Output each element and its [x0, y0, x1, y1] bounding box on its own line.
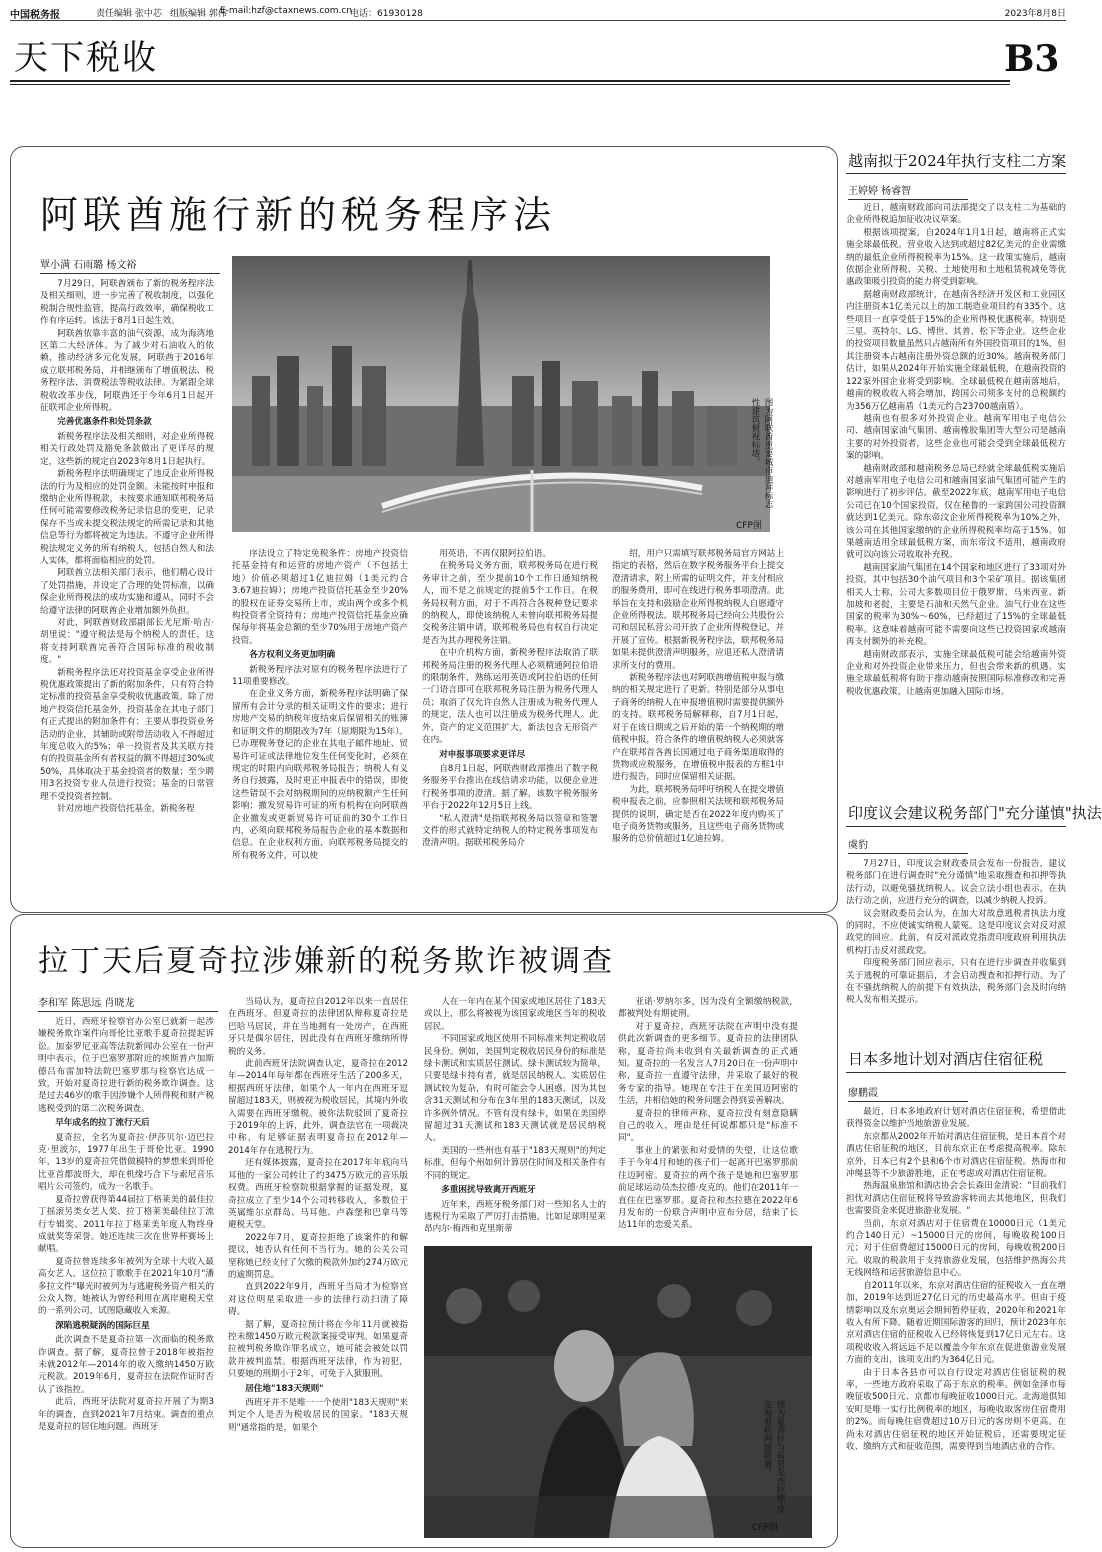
- side2-body: [846, 858, 1066, 1028]
- side3-title: 日本多地计划对酒店住宿征税: [848, 1050, 1044, 1068]
- paragraph: 近年来，西班牙税务部门对一些知名人士的逃税行为采取了严厉打击措施，比如足球明星莱昂内尔·梅西和克里斯蒂: [424, 1199, 606, 1235]
- section-rule-thin: [10, 84, 1010, 85]
- paragraph: 7月27日，印度议会财政委员会发布一份报告，建议税务部门在进行调查时"充分谨慎"地采取搜查和扣押等执法行动，以避免骚扰纳税人。议会立法小组也表示，在执法行动之前，应进行充分的调查，以减少纳税人投诉。: [846, 859, 1066, 907]
- article2-byline: 李和军 陈思远 肖晓龙: [38, 994, 218, 1012]
- subheading: 对申报事项要求更详尽: [439, 749, 526, 760]
- article1-byline: 覃小满 石雨璐 杨文裕: [40, 256, 220, 274]
- article1-col4: [612, 548, 784, 890]
- paragraph: "私人澄清"是指联邦税务局以签章和签署文件的形式就特定纳税人的特定税务事项发布澄清声明。据联邦税务局介: [422, 813, 598, 849]
- paragraph: 不同国家或地区使用不同标准来判定税收居民身份。例如，美国判定税收居民身份的标准是绿卡测试和实质居住测试。绿卡测试较为简单，只要是绿卡持有者，就是居民纳税人。实质居住测试较为复杂，有时可能会令人困惑，因为其包含31天测试和分布在3年里的183天测试，以及许多例外情况。不管有没有绿卡，如果在美国停留超过31天测试和183天测试就是居民纳税人。: [424, 1034, 606, 1144]
- phone: 电话：61930128: [350, 9, 423, 19]
- side1-title: 越南拟于2024年执行支柱二方案: [848, 152, 1067, 170]
- paragraph: 西班牙并不是唯一一个使用"183天规则"来判定个人是否为税收居民的国家。"183天规则"通常指的是，如果个: [228, 1398, 408, 1433]
- paragraph: 议会财政委员会认为，在加大对故意逃税者执法力度的同时，不应使诚实纳税人蒙冤。这是印度议会对反对派政党的回应。此前，有反对派政党指责印度政府利用执法机构打击反对派政党。: [846, 908, 1066, 956]
- article1-photo-caption: 图为阿联酋重要城市迪拜标志性建筑俯视标塔。: [750, 398, 773, 509]
- side2-byline: 虞豹: [848, 836, 968, 854]
- paragraph: 阿联酋立法相关部门表示，他们精心设计了处罚措施，并设定了合理的处罚标准，以确保企业所得税法的成功实施和遵从，同时不会给遵守法律的阿联酋企业增加额外负担。: [40, 568, 214, 616]
- masthead-bar: [10, 6, 1066, 21]
- paper-name: 中国税务报: [10, 10, 60, 21]
- side3-byline: 廖鹏霞: [848, 1084, 968, 1102]
- paragraph: 此次调查不是夏奇拉第一次面临的税务欺诈调查。据了解，夏奇拉曾于2018年被指控未就2012年—2014年的收入缴纳1450万欧元税款。2019年6月，夏奇拉在法院作证时否认了该指控。: [38, 1335, 214, 1395]
- article1-col1: [40, 278, 214, 890]
- side-rule: [846, 1072, 1066, 1073]
- section-rule: [10, 80, 1010, 82]
- side1-byline: 王婷婷 杨睿智: [848, 182, 968, 200]
- paragraph: 最近，日本多地政府计划对酒店住宿征税，希望借此获得资金以维护当地旅游业发展。: [846, 1107, 1066, 1130]
- article1-col3: [422, 548, 598, 890]
- paragraph: 绍，用户只需填写联邦税务局官方网站上指定的表格，然后在数字税务服务平台上提交澄清请求，附上所需的证明文件，并支付相应的服务费用，即可在线进行税务事项澄清。此举旨在支持和鼓励企业所得税纳税人自愿遵守企业所得税法。联邦税务局已经向公共股份公司和居民私营公司开放了企业所得税登记，并开展了宣传。根据新税务程序法，联邦税务局如果未提供澄清声明服务，应退还私人澄清请求所支付的费用。: [612, 549, 784, 671]
- article2-col1: [38, 1016, 214, 1536]
- side3-body: [846, 1106, 1066, 1546]
- paragraph: 对于夏奇拉，西班牙法院在声明中没有提供此次新调查的更多细节。夏奇拉的法律团队称，夏奇拉尚未收到有关最新调查的正式通知。夏奇拉的一名发言人7月20日在一份声明中称，夏奇拉一直遵守法律，并采取了最好的税务专家的指导。她现在专注于在美国迈阿密的生活，并相信她的税务问题会得到妥善解决。: [618, 1021, 798, 1107]
- subheading: 完善优惠条件和处罚条款: [57, 417, 152, 428]
- paragraph: 新税务程序法还对投资基金享受企业所得税优惠政策提出了新的附加条件，只有符合特定标准的投资基金享受税收优惠政策。除了房地产投资信托基金外，投资基金在其电子部门有正式提出的附加条件有：主要从事投资业务活动的企业，其辅助或附带活动收入不得超过年度总收入的5%；单一投资者及其关联方持有的投资基金所有者权益的额不得超过30%或50%，具体取决于基金投资者的数量；至少聘用3名投资专业人员进行投资；基金的日常管理不受投资者控制。: [40, 667, 214, 802]
- paragraph: 新税务程序法也对阿联酋增值税申报与缴纳的相关规定进行了更新。特别是部分从事电子商务的纳税人在申报增值税时需要提供额外的支持。联邦税务局解释称，自7月1日起，对于在该日期或之后开始的第一个纳税期的增值税申报，符合条件的增值税纳税人必须就客户在联邦首各酋长国通过电子商务渠道取得的货物或应税服务，在增值税申报表的方框1中进行报告，同时应保留相关证据。: [612, 673, 784, 783]
- article2-photo: [424, 1246, 812, 1538]
- paragraph: 自2011年以来，东京对酒店住宿的征税收入一直在增加，2019年达到近27亿日元的历史最高水平。但由于疫情影响以及东京奥运会期间暂停征收，2020年和2021年收入有所下降。随着近期国际游客的回归，预计2023年东京对酒店住宿的征税收入已经将恢复到17亿日元左右。这项税收收入将远远不足以覆盖今年东京在促进旅游业发展方面的支出，该项支出约为364亿日元。: [846, 1280, 1066, 1366]
- paragraph: 新税务程序法及相关细则，对企业所得税相关行政处罚及豁免条款做出了更详尽的规定，这些新的规定自2023年8月1日起执行。: [40, 431, 214, 467]
- subheading: 早年成名的拉丁流行天后: [55, 1118, 150, 1129]
- editor: 责任编辑 张中芯: [96, 9, 162, 19]
- paragraph: 事业上的紧张和对爱情的失望，让这位歌手于今年4月和她的孩子们一起离开巴塞罗那前往迈阿密。夏奇拉的两个孩子是她和巴塞罗那前足球运动员杰拉德·皮克的。他们在2011年一直住在巴塞罗那。夏奇拉和杰拉德在2022年6月发布的一份联合声明中宣布分居，结束了长达11年的恋爱关系。: [618, 1145, 798, 1231]
- paragraph: 新税务程序法对原有的税务程序法进行了11项重要修改。: [232, 664, 408, 688]
- paragraph: 自8月1日起，阿联酋财政部推出了数字税务服务平台推出在线信请求功能，以便企业进行税务事项的澄清。据了解，该数字税务服务平台于2022年12月5日上线。: [422, 763, 598, 812]
- article2-col4: [618, 996, 798, 1236]
- subheading: 多重困扰导致离开西班牙: [441, 1185, 536, 1196]
- paragraph: 印度税务部门回应表示，只有在进行步调查并收集到关于逃税的可靠证据后，才会启动搜查和扣押行动。为了在不骚扰纳税人的前提下有效执法，税务部门会及时向纳税人发布相关提示。: [846, 958, 1066, 1006]
- article1-title: 阿联酋施行新的税务程序法: [40, 193, 557, 237]
- paragraph: 直到2022年9月，西班牙当局才为检察官对这位明星采取进一步的法律行动扫清了障碍。: [228, 1282, 408, 1318]
- paragraph: 据越南财政部统计，在越南各经济开发区和工业园区内注册资本1亿美元以上的加工制造业项目约有335个。这些项目一直享受低于15%的企业所得税优惠税率。特别是三星、英特尔、LG、博世、其普、松下等企业。这些企业的投资项目数量虽然只占越南所有外国投资项目的1%，但其注册资本占越南注册外资总额的近30%。越南税务部门估计，如果从2024年开始实施全球最低税，在越南投资的122家外国企业将受到影响。全球最低税在越南落地后，越南的税收收入将会增加，跨国公司须多支付的总税额约为356万亿越南盾（1美元约合23700越南盾）。: [846, 289, 1066, 412]
- article2-photo-caption: 图为夏奇拉与前男友杰拉德·皮克观看职网球联赛。: [762, 1400, 785, 1514]
- article1-photo: [232, 256, 770, 532]
- article2-col2: [228, 996, 408, 1536]
- paragraph: 新税务程序法明确规定了违反企业所得税法的行为及相应的处罚金额。未能按时申报和缴纳企业所得税款，未按要求通知联邦税务局任何可能需要修改税务记录信息的变更，记录保存不当或未提交税法规定的所需记录和其他信息等行为都将被定为违法。不遵守企业所得税法规定义务的所有纳税人，包括自然人和法人实体，都将面临相应的处罚。: [40, 469, 214, 566]
- paragraph: 在中介机构方面，新税务程序法取消了联邦税务局注册的税务代理人必须精通阿拉伯语的限制条件，熟练运用英语或阿拉伯语的任何一门语言即可在联邦税务局注册为税务代理人员；取消了仅允许自然人注册成为税务代理人的规定，法人也可以注册成为税务代理人。此外，资产的定义范围扩大，新法包含无形资产在内。: [422, 648, 598, 746]
- paragraph: 近日，越南财政部向司法部提交了以支柱二为基础的企业所得税追加征收决议草案。: [846, 203, 1066, 226]
- paragraph: 此前西班牙法院调查认定，夏奇拉在2012年—2014年每年都在西班牙生活了200多天，根据西班牙法律，如果个人一年内在西班牙逗留超过183天，则被视为税收居民，其境内外收入需要在西班牙缴税。被你法院驳回了夏奇拉于2019年的上诉，此外，调查法官在一项裁决中称，有足够证据表明夏奇拉在2012年—2014年存在逃税行为。: [228, 1059, 408, 1156]
- side2-title: 印度议会建议税务部门"充分谨慎"执法: [848, 804, 1102, 822]
- paragraph: 夏奇拉曾连续多年被列为全球十大收入最高女艺人，这位拉丁歌歌手在2021年10月"潘多拉文件"曝光时被列为与逃避税务资产相关的公众人物。她被认为曾经利用在离岸避税天堂的一系列公司，试图隐藏收入来源。: [38, 1256, 214, 1317]
- paragraph: 越南财政部和越南税务总局已经就全球最低税实施后对越南军用电子电信公司和越南国家油气集团可能产生的影响进行了初步评估。截至2022年底，越南军用电子电信公司已在10个国家投资，仅在秘鲁的一家跨国公司投资额就达到1亿美元。除东帝汶企业所得税税率为10%之外，该公司在其他国家缴纳的企业所得税税率均高于15%。如果越南适用全球最低税方案，而东帝汶不适用，越南政府就可以向该公司收取补充税。: [846, 463, 1066, 561]
- side-rule: [846, 826, 1066, 827]
- paragraph: 越南财政部表示，实施全球最低税可能会给越南外资企业和对外投资企业带来压力，但也会带来新的机遇。实施全球最低税将有助于推动越南按照国际标准修改和完善税收优惠政策，让越南更加融入国际市场。: [846, 649, 1066, 697]
- email: E-mail:hzf@ctaxnews.com.cn: [220, 6, 353, 16]
- paragraph: 序法设立了特定免税条件：房地产投资信托基金持有和运营的房地产资产（不包括土地）价值必须超过1亿迪拉姆（1美元约合3.67迪拉姆）；房地产投资信托基金至少20%的股权在证券交易所上市，或由两个或多个机构投资者全资持有；房地产投资信托基金应确保每年将基金总额的至少70%用于房地产资产投资。: [232, 549, 408, 646]
- paragraph: 东京都从2002年开始对酒店住宿征税，是日本首个对酒店住宿征税的地区，目前东京正在考虑提高税率。除东京外，日本已有2个县和6个市对酒店住宿征税。热海市和冲绳县等不少旅游胜地，正在考虑或对酒店住宿征税。: [846, 1131, 1066, 1180]
- article2-title: 拉丁天后夏奇拉涉嫌新的税务欺诈被调查: [38, 944, 614, 979]
- paragraph: 当前，东京对酒店对于住宿费在10000日元（1美元约合140日元）~15000日元的房间，每晚收税100日元；对于住宿费超过15000日元的房间，每晚收税200日元。收取的税款用于支持旅游业发展，包括维护热海公共无线网络和运营旅游信息中心。: [846, 1218, 1066, 1279]
- paragraph: 据了解，夏奇拉预计将在今年11月就被指控未缴1450万欧元税款案接受审判。如果夏奇拉被判税务欺诈罪名成立，她可能会被处以罚款并被判监禁。根据西班牙法律，作为初犯，只要她的刑期小于2年，可免于入狱服刑。: [228, 1319, 408, 1380]
- layout-editor: 组版编辑 郭伟: [170, 9, 227, 19]
- shakira-photo: [424, 1246, 812, 1538]
- paragraph: 美国的一些州也有基于"183天规则"的判定标准，但每个州如何计算居住时间及相关条件有不同的规定。: [424, 1145, 606, 1181]
- dubai-skyline-photo: [232, 256, 770, 532]
- paragraph: 针对房地产投资信托基金，新税务程: [57, 804, 195, 815]
- section-title: 天下税收: [14, 38, 158, 78]
- article2-col3: [424, 996, 606, 1236]
- paragraph: 由于日本各县市可以自行设定对酒店住宿征税的税率，一些地方政府采取了高于东京的税率。例如金泽市每晚征收500日元、京都市每晚征收1000日元。北海道倶知安町是唯一实行比例税率的地区，每晚收取客房住宿费用的2%。而每晚住宿费超过10万日元的客房则不更高。在尚未对酒店住宿征税的地区开始征税后，还需要规定征收、缴纳方式和征收范围，需要得到当地酒店业的合作。: [846, 1367, 1066, 1452]
- paragraph: 7月29日，阿联酋颁布了新的税务程序法及相关细则，进一步完善了税收制度，以强化税制合规性监管，提高行政效率，确保税收工作有序运转。该法于8月1日起生效。: [40, 279, 214, 327]
- paragraph: 在企业义务方面，新税务程序法明确了保留所有会计分录的相关证明文件的要求；进行房地产交易的纳税年度结束后保留相关的账簿和证明文件的期限改为7年（原期限为15年）。已办理税务登记的企业在其电子邮件地址、贸易许可证或法律地位发生任何变化时，必须在规定的时限内向联邦税务局报告；纳税人有义务自行披露，及时更正申报表中的错误，即使这些错误不会对纳税期间的应纳税额产生任何影响；撤发贸易许可证的所有机构在向阿联酋企业撤发或更新贸易许可证前的30个工作日内，必须向联邦税务局报告企业的基本数据和信息。在企业权利方面，向联邦税务局提交的所有税务文件，可以使: [232, 689, 408, 861]
- paragraph: 此后，西班牙法院对夏奇拉开展了为期3年的调查，直到2021年7月结束。调查的重点是夏奇拉的居住地问题。西班牙: [38, 1397, 214, 1432]
- paragraph: 夏奇拉，全名为夏奇拉·伊莎贝尔·迈巴拉克·里波尔，1977年出生于哥伦比亚。1990年，13岁的夏奇拉凭借做模特的梦想来到哥伦比亚首都波哥大，却在机缘巧合下与索尼音乐唱片公司签约，成为一名歌手。: [38, 1132, 214, 1193]
- date: 2023年8月8日: [1004, 9, 1066, 19]
- paragraph: 越南也有很多对外投资企业。越南军用电子电信公司、越南国家油气集团、越南橡胶集团等大型公司是越南主要的对外投资者，这些企业也可能会受到全球最低税方案的影响。: [846, 413, 1066, 462]
- paragraph: 越南国家油气集团在14个国家和地区进行了33项对外投资，其中包括30个油气项目和3个采矿项目。据该集团相关人士称，公司大多数项目位于俄罗斯、马来西亚、新加坡和老挝，主要是石油和天然气企业。油气行业在这些国家的税率为30%～60%，已经超过了15%的全球最低税率。这意味着越南可能不需要向这些已投资国家或越南再支付额外的补充税。: [846, 562, 1066, 648]
- paragraph: 夏奇拉的律师声称，夏奇拉没有刻意隐瞒自己的收入，理由是任何说都都只是"标准不同"。: [618, 1108, 798, 1144]
- side-rule: [846, 173, 1066, 174]
- paragraph: 阿联酋依靠丰富的油气资源，成为海湾地区第二大经济体。为了减少对石油收入的依赖，推动经济多元化发展，阿联酋于2016年成立联邦税务局，并相继颁布了增值税法、税务程序法、消费税法等税收法律。为紧跟全球税收改革步伐，阿联酋还于今年6月1日起开征联邦企业所得税。: [40, 328, 214, 414]
- paragraph: 热海温泉旅馆和酒店协会会长森田金清说："目前我们担忧对酒店住宿征税将导致游客转而去其他地区，但我们也需要资金来促进旅游业发展。": [846, 1181, 1066, 1217]
- subheading: 深陷逃税疑涡的国际巨星: [55, 1320, 150, 1331]
- paragraph: 根据该项提案，自2024年1月1日起，越南将正式实施全球最低税。营业收入达到或超过82亿美元的企业需缴纳的最低企业所得税税率为15%。这一政策实施后，越南依据企业所得税、关税、土地使用和土地租赁税减免等优惠政策吸引投资的能力将受到影响。: [846, 227, 1066, 288]
- subheading: 各方权利义务更加明确: [249, 650, 336, 661]
- paragraph: 用英语，不再仅限阿拉伯语。: [439, 549, 551, 559]
- paragraph: 人在一年内在某个国家或地区居住了183天或以上，那么将被视为该国家或地区当年的税收居民。: [424, 997, 606, 1032]
- article1-photo-credit: CFP图: [736, 521, 762, 531]
- page-code: B3: [1004, 38, 1060, 80]
- paragraph: 亚诺·罗纳尔多，因为没有全额缴纳税款，都被判处有期徒刑。: [618, 997, 798, 1020]
- article2-photo-credit: CFP图: [752, 1523, 778, 1533]
- article1-col2: [232, 548, 408, 890]
- paragraph: 为此，联邦税务局呼吁纳税人在提交增值税申报表之前，应参照相关法规和联邦税务局提供的说明，确定是否在2022年度内购买了电子商务货物或服务，且这些电子商务货物或服务的总价值超过1亿迪拉姆。: [612, 784, 784, 845]
- paragraph: 夏奇拉曾获得第44届拉丁格莱美的最佳拉丁摇滚另类女艺人奖、拉丁格莱美最佳拉丁流行专辑奖、2011年拉丁格莱美年度人物终身成就奖等荣誉。她还连续三次在世界杯赛场上献唱。: [38, 1194, 214, 1255]
- paragraph: 当局认为，夏奇拉自2012年以来一直居住在西班牙。但夏奇拉的法律团队辩称夏奇拉是巴哈马居民，并在当地拥有一处房产，在西班牙只是偶尔居住，因此没有在西班牙缴纳所得税的义务。: [228, 997, 408, 1057]
- paragraph: 在税务局义务方面，联邦税务局在进行税务审计之前，至少提前10个工作日通知纳税人，而不是之前规定的提前5个工作日。在税务局权利方面，对于不再符合各税种登记要求的纳税人，即使该纳税人未曾向联邦税务局提交税务注销申请，联邦税务局也有权自行决定是否为其办理税务注销。: [422, 561, 598, 646]
- paragraph: 近日，西班牙检察官办公室已就新一起涉嫌税务欺诈案件向哥伦比亚歌手夏奇拉提起诉讼。加泰罗尼亚高等法院新闻办公室在一份声明中表示，位于巴塞罗那附近的埃斯普卢加斯德吕布雷加特法院巴塞罗那与检察官达成一致，开始对夏奇拉进行新的税务欺诈调查。这是过去46岁的歌手因涉嫌个人所得税和财产税逃税受到的第二次税务调查。: [38, 1017, 214, 1114]
- subheading: 居住地"183天规则": [245, 1383, 324, 1394]
- paragraph: 还有媒体披露，夏奇拉在2017年年底向马耳他的一家公司转让了约3475万欧元的音乐版权费。西班牙检察院根据掌握的证据发现，夏奇拉成立了至少14个公司转移收入，多数位于英属维尔京群岛、马耳他、卢森堡和巴拿马等避税天堂。: [228, 1158, 408, 1231]
- paragraph: 2022年7月，夏奇拉拒绝了该案件的和解提议，她否认有任何不当行为。她的公关公司坚称她已经支付了欠缴的税款外加约274万欧元的逾期罚息。: [228, 1232, 408, 1280]
- paragraph: 对此，阿联酋财政部副部长尤尼斯·哈吉·胡里说："遵守税法是每个纳税人的责任，这将支持阿联酋完善符合国际标准的税收制度。": [40, 617, 214, 666]
